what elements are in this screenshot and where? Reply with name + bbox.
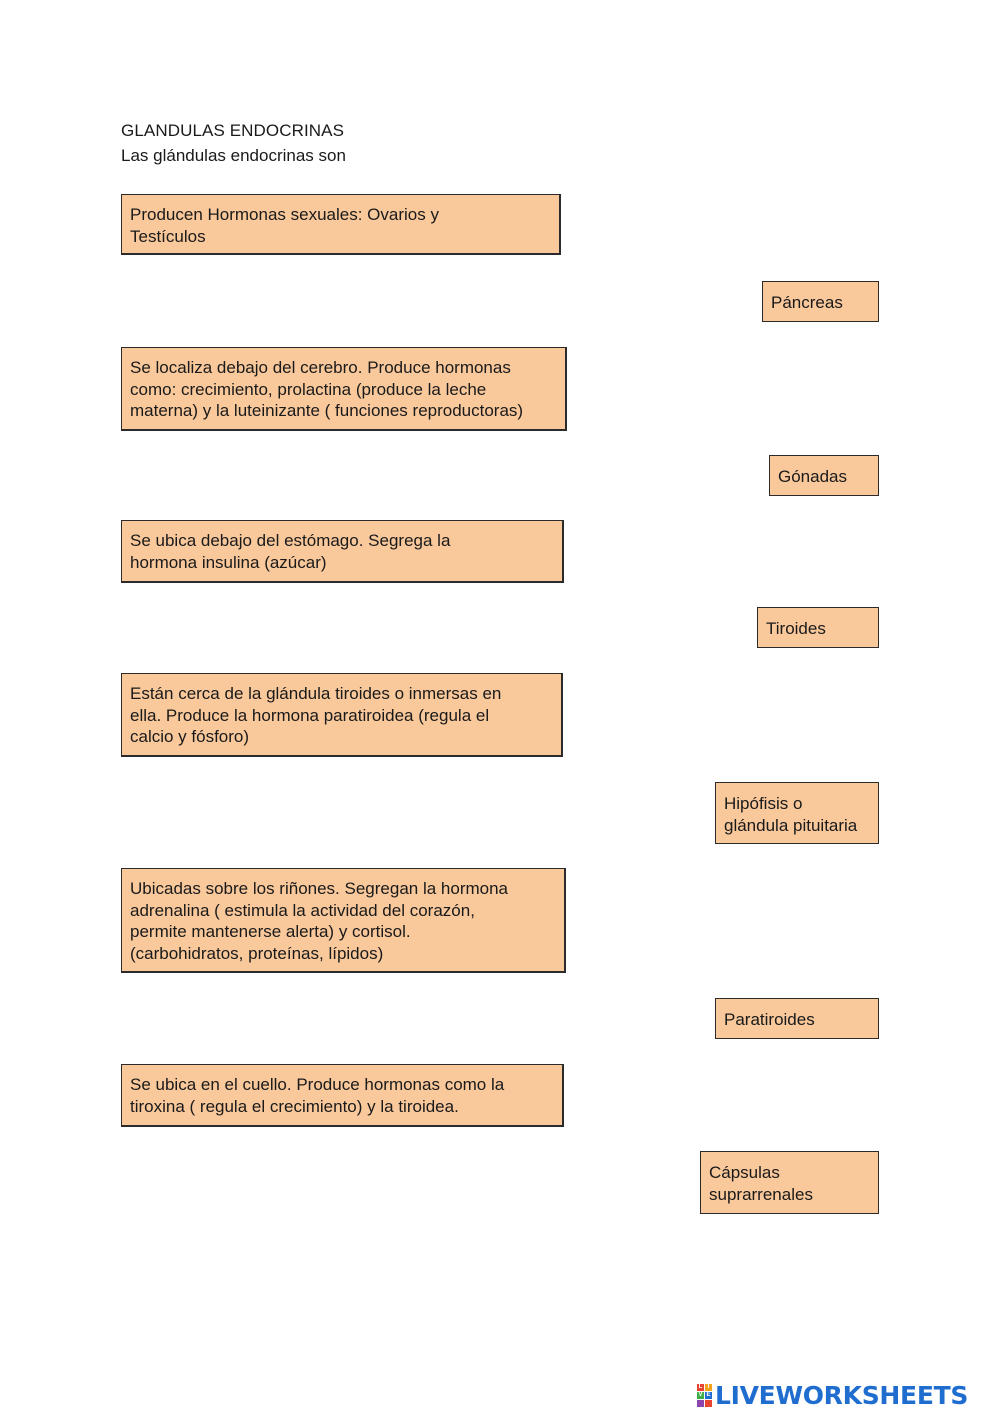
page-subtitle: Las glándulas endocrinas son bbox=[121, 146, 346, 165]
term-box-pancreas[interactable]: Páncreas bbox=[762, 281, 879, 322]
definition-box-above-kidneys[interactable]: Ubicadas sobre los riñones. Segregan la hormona adrenalina ( estimula la actividad del corazón, permite mantenerse alerta) y cortisol. (carbohidratos, proteínas, lípidos) bbox=[121, 868, 566, 973]
term-box-tiroides[interactable]: Tiroides bbox=[757, 607, 879, 648]
page-title: GLANDULAS ENDOCRINAS bbox=[121, 121, 345, 140]
liveworksheets-brand bbox=[697, 1380, 968, 1410]
definition-box-near-thyroid[interactable]: Están cerca de la glándula tiroides o inmersas en ella. Produce la hormona paratiroidea (regula el calcio y fósforo) bbox=[121, 673, 563, 757]
logo-cell: E bbox=[706, 1391, 711, 1398]
term-box-paratiroides[interactable]: Paratiroides bbox=[715, 998, 879, 1039]
logo-cell: V bbox=[698, 1391, 703, 1398]
logo-cell: L bbox=[698, 1383, 703, 1390]
definition-box-below-brain[interactable]: Se localiza debajo del cerebro. Produce hormonas como: crecimiento, prolactina (produce la leche materna) y la luteinizante ( funciones reproductoras) bbox=[121, 347, 567, 431]
definition-box-in-neck[interactable]: Se ubica en el cuello. Produce hormonas como la tiroxina ( regula el crecimiento) y la tiroidea. bbox=[121, 1064, 564, 1127]
logo-cell: I bbox=[705, 1384, 712, 1391]
term-box-gonadas[interactable]: Gónadas bbox=[769, 455, 879, 496]
brand-wordmark: LIVEWORKSHEETS bbox=[715, 1380, 969, 1410]
logo-cell bbox=[705, 1400, 712, 1407]
liveworksheets-logo-icon bbox=[697, 1384, 712, 1407]
definition-box-sex-hormones[interactable]: Producen Hormonas sexuales: Ovarios y Testículos bbox=[121, 194, 561, 255]
term-box-capsulas-suprarrenales[interactable]: Cápsulas suprarrenales bbox=[700, 1151, 879, 1214]
definition-box-below-stomach[interactable]: Se ubica debajo del estómago. Segrega la hormona insulina (azúcar) bbox=[121, 520, 564, 583]
logo-cell bbox=[697, 1400, 704, 1407]
term-box-hipofisis[interactable]: Hipófisis o glándula pituitaria bbox=[715, 782, 879, 844]
